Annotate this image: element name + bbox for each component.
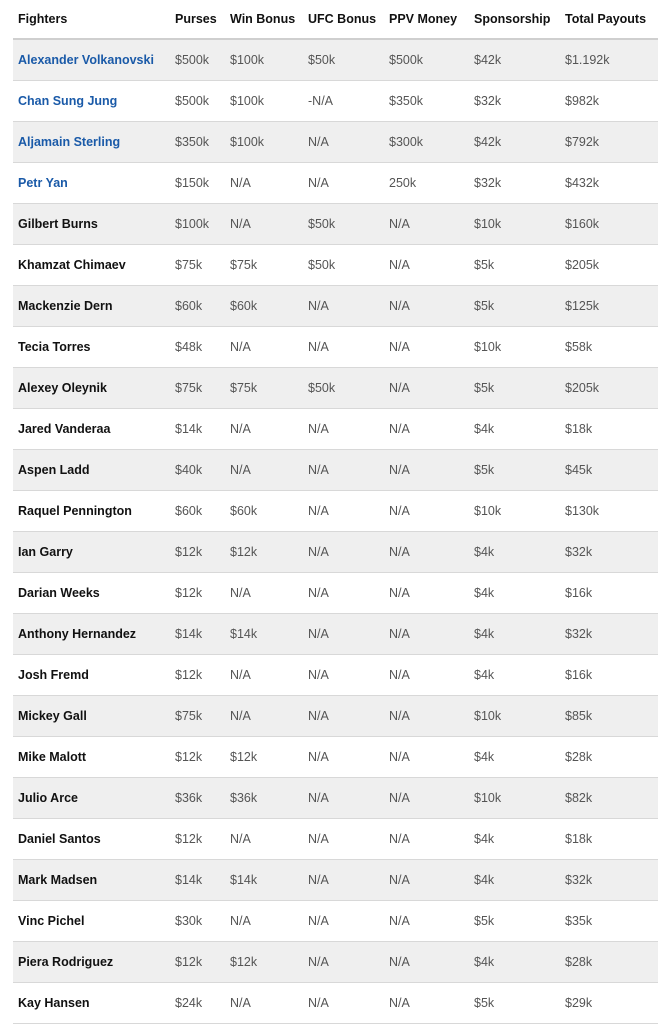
sponsorship-cell: $4k xyxy=(469,409,560,450)
table-row xyxy=(13,614,658,655)
purse-cell: $150k xyxy=(170,163,225,204)
ufc-bonus-cell: N/A xyxy=(303,860,384,901)
ufc-bonus-cell: N/A xyxy=(303,122,384,163)
ppv-money-cell: N/A xyxy=(384,696,469,737)
ppv-money-cell: N/A xyxy=(384,532,469,573)
purse-cell: $12k xyxy=(170,655,225,696)
purse-cell: $12k xyxy=(170,942,225,983)
fighter-name-cell: Anthony Hernandez xyxy=(13,614,170,655)
table-row xyxy=(13,983,658,1024)
ufc-bonus-cell: N/A xyxy=(303,491,384,532)
total-payout-cell: $18k xyxy=(560,819,658,860)
table-row xyxy=(13,286,658,327)
win-bonus-cell: $12k xyxy=(225,737,303,778)
table-row xyxy=(13,368,658,409)
sponsorship-cell: $5k xyxy=(469,450,560,491)
purse-cell: $30k xyxy=(170,901,225,942)
sponsorship-cell: $5k xyxy=(469,245,560,286)
fighter-payouts-table xyxy=(13,0,658,1024)
fighter-name-cell: Mark Madsen xyxy=(13,860,170,901)
total-payout-cell: $32k xyxy=(560,532,658,573)
table-row xyxy=(13,819,658,860)
win-bonus-cell: $75k xyxy=(225,368,303,409)
header-row xyxy=(13,0,658,39)
sponsorship-cell: $5k xyxy=(469,901,560,942)
total-payout-cell: $32k xyxy=(560,860,658,901)
purse-cell: $14k xyxy=(170,860,225,901)
ppv-money-cell: N/A xyxy=(384,655,469,696)
purse-cell: $75k xyxy=(170,368,225,409)
ufc-bonus-cell: N/A xyxy=(303,163,384,204)
purse-cell: $500k xyxy=(170,81,225,122)
ufc-bonus-cell: N/A xyxy=(303,696,384,737)
ufc-bonus-cell: $50k xyxy=(303,245,384,286)
ufc-bonus-cell: N/A xyxy=(303,942,384,983)
table-row xyxy=(13,327,658,368)
fighter-name-cell: Daniel Santos xyxy=(13,819,170,860)
fighter-name-cell: Jared Vanderaa xyxy=(13,409,170,450)
total-payout-cell: $205k xyxy=(560,368,658,409)
sponsorship-cell: $4k xyxy=(469,614,560,655)
purse-cell: $500k xyxy=(170,39,225,81)
win-bonus-cell: $100k xyxy=(225,122,303,163)
purse-cell: $40k xyxy=(170,450,225,491)
ppv-money-cell: $500k xyxy=(384,39,469,81)
fighter-name-cell: Mackenzie Dern xyxy=(13,286,170,327)
header-win-bonus: Win Bonus xyxy=(225,0,303,39)
sponsorship-cell: $10k xyxy=(469,778,560,819)
win-bonus-cell: $12k xyxy=(225,532,303,573)
ppv-money-cell: N/A xyxy=(384,860,469,901)
total-payout-cell: $28k xyxy=(560,737,658,778)
win-bonus-cell: $12k xyxy=(225,942,303,983)
table-row xyxy=(13,81,658,122)
purse-cell: $75k xyxy=(170,245,225,286)
sponsorship-cell: $10k xyxy=(469,491,560,532)
table-row xyxy=(13,737,658,778)
total-payout-cell: $792k xyxy=(560,122,658,163)
fighter-name-cell: Gilbert Burns xyxy=(13,204,170,245)
sponsorship-cell: $5k xyxy=(469,286,560,327)
ppv-money-cell: N/A xyxy=(384,409,469,450)
total-payout-cell: $32k xyxy=(560,614,658,655)
win-bonus-cell: $60k xyxy=(225,286,303,327)
total-payout-cell: $982k xyxy=(560,81,658,122)
ppv-money-cell: N/A xyxy=(384,819,469,860)
total-payout-cell: $82k xyxy=(560,778,658,819)
ppv-money-cell: N/A xyxy=(384,245,469,286)
fighter-name-cell: Alexey Oleynik xyxy=(13,368,170,409)
ppv-money-cell: N/A xyxy=(384,983,469,1024)
table-row xyxy=(13,491,658,532)
purse-cell: $12k xyxy=(170,532,225,573)
table-row xyxy=(13,163,658,204)
table-row xyxy=(13,655,658,696)
fighter-name-cell: Darian Weeks xyxy=(13,573,170,614)
sponsorship-cell: $4k xyxy=(469,819,560,860)
table-row xyxy=(13,942,658,983)
ppv-money-cell: N/A xyxy=(384,942,469,983)
purse-cell: $14k xyxy=(170,409,225,450)
table-row xyxy=(13,778,658,819)
ufc-bonus-cell: $50k xyxy=(303,39,384,81)
fighter-name-link[interactable]: Chan Sung Jung xyxy=(13,81,170,122)
fighter-name-cell: Mike Malott xyxy=(13,737,170,778)
sponsorship-cell: $10k xyxy=(469,327,560,368)
ufc-bonus-cell: N/A xyxy=(303,450,384,491)
purse-cell: $24k xyxy=(170,983,225,1024)
fighter-name-link[interactable]: Petr Yan xyxy=(13,163,170,204)
table-row xyxy=(13,39,658,81)
ufc-bonus-cell: N/A xyxy=(303,819,384,860)
header-purses: Purses xyxy=(170,0,225,39)
purse-cell: $60k xyxy=(170,286,225,327)
header-sponsorship: Sponsorship xyxy=(469,0,560,39)
ppv-money-cell: N/A xyxy=(384,286,469,327)
sponsorship-cell: $4k xyxy=(469,860,560,901)
total-payout-cell: $125k xyxy=(560,286,658,327)
total-payout-cell: $29k xyxy=(560,983,658,1024)
win-bonus-cell: $36k xyxy=(225,778,303,819)
ppv-money-cell: N/A xyxy=(384,368,469,409)
win-bonus-cell: $100k xyxy=(225,81,303,122)
ppv-money-cell: $350k xyxy=(384,81,469,122)
win-bonus-cell: N/A xyxy=(225,450,303,491)
win-bonus-cell: $100k xyxy=(225,39,303,81)
sponsorship-cell: $4k xyxy=(469,655,560,696)
ppv-money-cell: N/A xyxy=(384,491,469,532)
ufc-bonus-cell: N/A xyxy=(303,614,384,655)
ppv-money-cell: N/A xyxy=(384,901,469,942)
sponsorship-cell: $5k xyxy=(469,983,560,1024)
total-payout-cell: $58k xyxy=(560,327,658,368)
purse-cell: $14k xyxy=(170,614,225,655)
header-ufc-bonus: UFC Bonus xyxy=(303,0,384,39)
win-bonus-cell: N/A xyxy=(225,409,303,450)
table-row xyxy=(13,860,658,901)
total-payout-cell: $1.192k xyxy=(560,39,658,81)
ufc-bonus-cell: N/A xyxy=(303,737,384,778)
win-bonus-cell: N/A xyxy=(225,901,303,942)
ufc-bonus-cell: N/A xyxy=(303,532,384,573)
ppv-money-cell: N/A xyxy=(384,778,469,819)
ppv-money-cell: N/A xyxy=(384,573,469,614)
sponsorship-cell: $42k xyxy=(469,122,560,163)
fighter-name-cell: Kay Hansen xyxy=(13,983,170,1024)
ufc-bonus-cell: N/A xyxy=(303,983,384,1024)
total-payout-cell: $45k xyxy=(560,450,658,491)
win-bonus-cell: N/A xyxy=(225,696,303,737)
sponsorship-cell: $4k xyxy=(469,942,560,983)
ufc-bonus-cell: N/A xyxy=(303,901,384,942)
ufc-bonus-cell: N/A xyxy=(303,409,384,450)
table-row xyxy=(13,696,658,737)
table-row xyxy=(13,122,658,163)
ppv-money-cell: $300k xyxy=(384,122,469,163)
purse-cell: $36k xyxy=(170,778,225,819)
total-payout-cell: $18k xyxy=(560,409,658,450)
win-bonus-cell: $14k xyxy=(225,614,303,655)
ufc-bonus-cell: N/A xyxy=(303,655,384,696)
table-body xyxy=(13,39,658,1024)
win-bonus-cell: N/A xyxy=(225,327,303,368)
sponsorship-cell: $10k xyxy=(469,696,560,737)
win-bonus-cell: $14k xyxy=(225,860,303,901)
win-bonus-cell: $75k xyxy=(225,245,303,286)
table-row xyxy=(13,245,658,286)
ppv-money-cell: N/A xyxy=(384,614,469,655)
total-payout-cell: $16k xyxy=(560,655,658,696)
table-row xyxy=(13,901,658,942)
table-row xyxy=(13,532,658,573)
sponsorship-cell: $4k xyxy=(469,737,560,778)
fighter-name-cell: Raquel Pennington xyxy=(13,491,170,532)
ufc-bonus-cell: $50k xyxy=(303,204,384,245)
fighter-name-cell: Mickey Gall xyxy=(13,696,170,737)
total-payout-cell: $28k xyxy=(560,942,658,983)
table-row xyxy=(13,573,658,614)
win-bonus-cell: N/A xyxy=(225,983,303,1024)
purse-cell: $12k xyxy=(170,737,225,778)
total-payout-cell: $160k xyxy=(560,204,658,245)
ppv-money-cell: 250k xyxy=(384,163,469,204)
total-payout-cell: $16k xyxy=(560,573,658,614)
sponsorship-cell: $4k xyxy=(469,532,560,573)
fighter-name-cell: Josh Fremd xyxy=(13,655,170,696)
win-bonus-cell: N/A xyxy=(225,819,303,860)
sponsorship-cell: $5k xyxy=(469,368,560,409)
table-row xyxy=(13,450,658,491)
ufc-bonus-cell: -N/A xyxy=(303,81,384,122)
fighter-name-cell: Khamzat Chimaev xyxy=(13,245,170,286)
sponsorship-cell: $42k xyxy=(469,39,560,81)
ufc-bonus-cell: N/A xyxy=(303,327,384,368)
purse-cell: $60k xyxy=(170,491,225,532)
table-header xyxy=(13,0,658,39)
header-ppv-money: PPV Money xyxy=(384,0,469,39)
total-payout-cell: $130k xyxy=(560,491,658,532)
header-fighters: Fighters xyxy=(13,0,170,39)
win-bonus-cell: N/A xyxy=(225,655,303,696)
purse-cell: $75k xyxy=(170,696,225,737)
purse-cell: $350k xyxy=(170,122,225,163)
sponsorship-cell: $32k xyxy=(469,81,560,122)
fighter-name-cell: Aspen Ladd xyxy=(13,450,170,491)
win-bonus-cell: N/A xyxy=(225,163,303,204)
fighter-name-link[interactable]: Aljamain Sterling xyxy=(13,122,170,163)
ufc-bonus-cell: $50k xyxy=(303,368,384,409)
sponsorship-cell: $10k xyxy=(469,204,560,245)
fighter-name-cell: Tecia Torres xyxy=(13,327,170,368)
ufc-bonus-cell: N/A xyxy=(303,573,384,614)
total-payout-cell: $35k xyxy=(560,901,658,942)
fighter-name-cell: Vinc Pichel xyxy=(13,901,170,942)
fighter-name-cell: Piera Rodriguez xyxy=(13,942,170,983)
ppv-money-cell: N/A xyxy=(384,327,469,368)
purse-cell: $12k xyxy=(170,573,225,614)
win-bonus-cell: $60k xyxy=(225,491,303,532)
purse-cell: $100k xyxy=(170,204,225,245)
ppv-money-cell: N/A xyxy=(384,450,469,491)
ufc-bonus-cell: N/A xyxy=(303,286,384,327)
table-row xyxy=(13,204,658,245)
total-payout-cell: $205k xyxy=(560,245,658,286)
fighter-name-link[interactable]: Alexander Volkanovski xyxy=(13,39,170,81)
total-payout-cell: $85k xyxy=(560,696,658,737)
ppv-money-cell: N/A xyxy=(384,737,469,778)
fighter-name-cell: Julio Arce xyxy=(13,778,170,819)
win-bonus-cell: N/A xyxy=(225,573,303,614)
total-payout-cell: $432k xyxy=(560,163,658,204)
ppv-money-cell: N/A xyxy=(384,204,469,245)
win-bonus-cell: N/A xyxy=(225,204,303,245)
purse-cell: $48k xyxy=(170,327,225,368)
header-total-payouts: Total Payouts xyxy=(560,0,658,39)
sponsorship-cell: $4k xyxy=(469,573,560,614)
fighter-name-cell: Ian Garry xyxy=(13,532,170,573)
table-row xyxy=(13,409,658,450)
purse-cell: $12k xyxy=(170,819,225,860)
ufc-bonus-cell: N/A xyxy=(303,778,384,819)
sponsorship-cell: $32k xyxy=(469,163,560,204)
